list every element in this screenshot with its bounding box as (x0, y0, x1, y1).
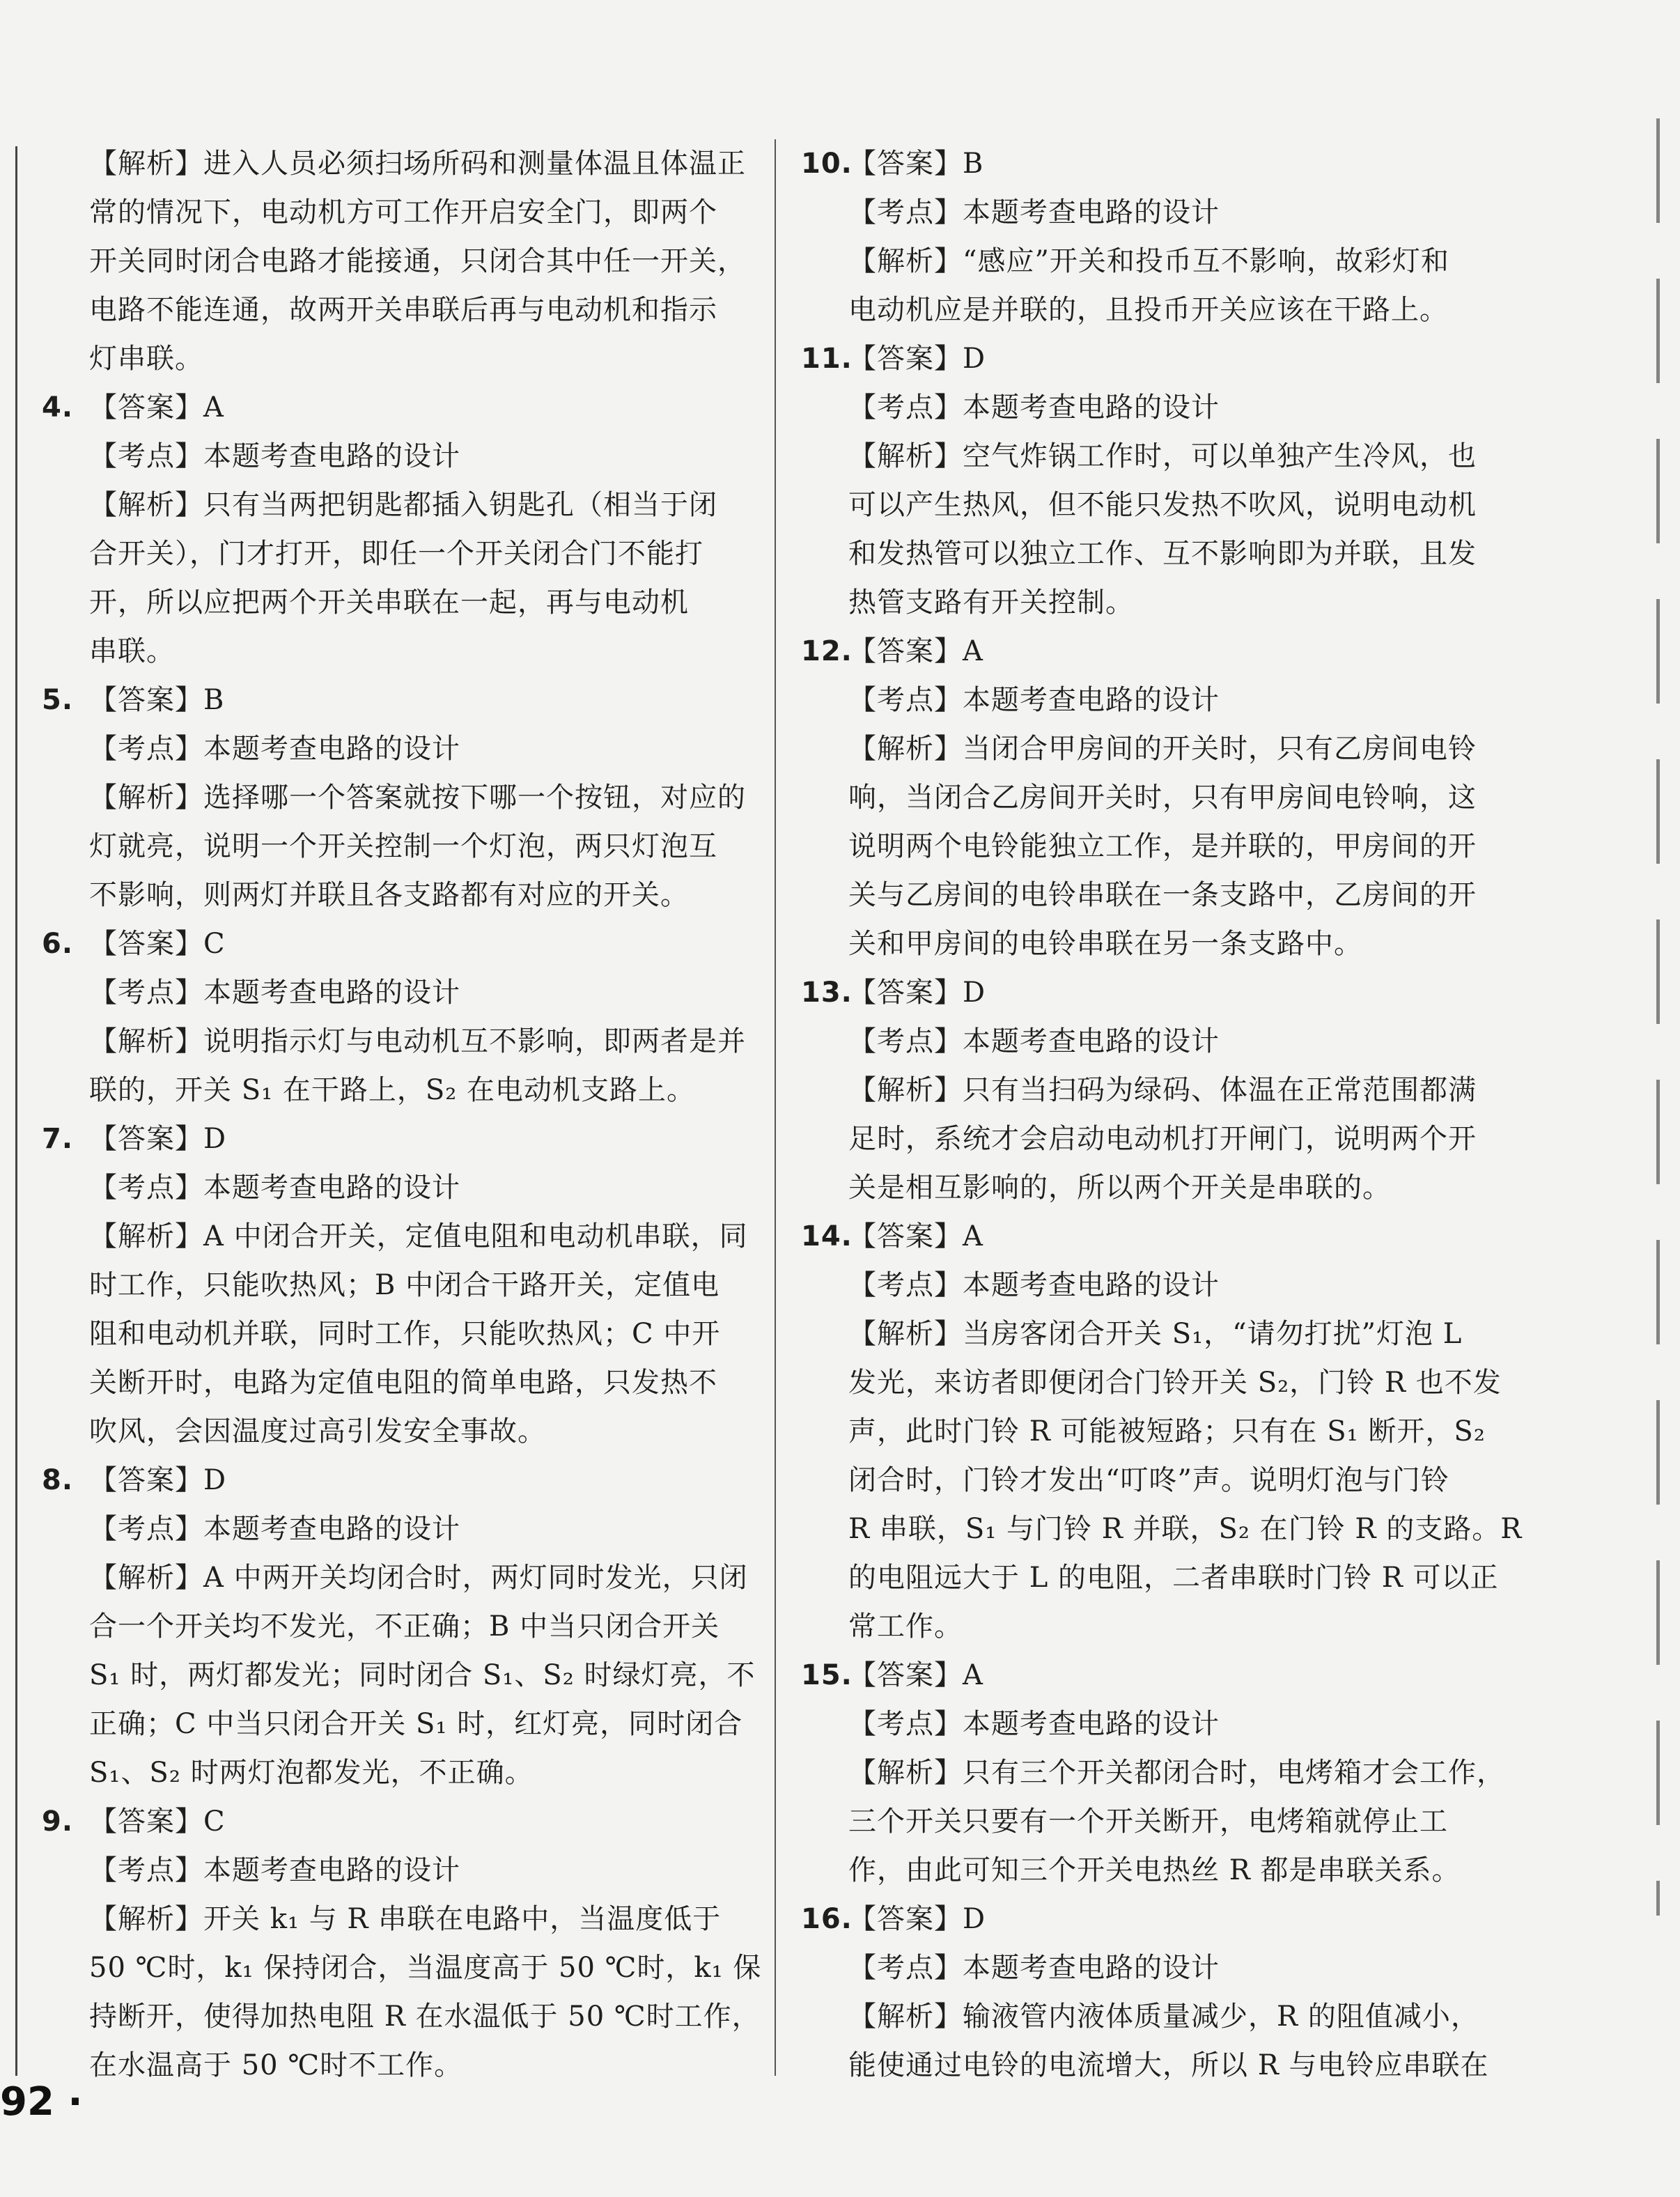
text-line (42, 1066, 752, 1115)
question-answer-line (42, 1456, 752, 1505)
text-line (801, 286, 1511, 334)
text-line (42, 1846, 752, 1895)
text-line (42, 1163, 752, 1212)
line-text: 【考点】本题考查电路的设计 (89, 1513, 460, 1545)
question-answer-line (801, 627, 1511, 676)
text-line (801, 724, 1511, 773)
question-number: 8. (42, 1464, 74, 1496)
line-text: 热管支路有开关控制。 (848, 587, 1134, 619)
text-line (801, 1553, 1511, 1602)
text-line (801, 2041, 1511, 2090)
text-line (801, 1748, 1511, 1797)
question-number: 5. (42, 684, 74, 716)
line-text: 阻和电动机并联，同时工作，只能吹热风；C 中开 (89, 1318, 721, 1350)
text-line (42, 1261, 752, 1310)
text-line (42, 188, 752, 237)
line-text: 关是相互影响的，所以两个开关是串联的。 (848, 1172, 1391, 1204)
line-text: 在水温高于 50 ℃时不工作。 (89, 2049, 463, 2081)
left-column (42, 139, 762, 2090)
question-number: 13. (801, 977, 853, 1009)
question-number: 7. (42, 1123, 74, 1155)
question-number: 14. (801, 1220, 853, 1252)
question-answer-line (42, 1797, 752, 1846)
text-line (42, 529, 752, 578)
text-line (42, 1943, 762, 1992)
text-line (42, 627, 752, 676)
line-text: 【答案】A (848, 635, 983, 667)
line-text: 和发热管可以独立工作、互不影响即为并联，且发 (848, 538, 1477, 570)
question-answer-line (801, 1212, 1511, 1261)
text-line (42, 1748, 752, 1797)
text-line (801, 1846, 1511, 1895)
line-text: 【答案】A (848, 1659, 983, 1691)
question-answer-line (42, 919, 752, 968)
text-line (801, 1017, 1511, 1066)
text-line (801, 676, 1511, 724)
line-text: 发光，来访者即便闭合门铃开关 S₂，门铃 R 也不发 (848, 1367, 1502, 1399)
text-line (801, 188, 1511, 237)
text-line (801, 1700, 1511, 1748)
text-line (42, 1358, 752, 1407)
line-text: 时工作，只能吹热风；B 中闭合干路开关，定值电 (89, 1269, 720, 1301)
line-text: 三个开关只要有一个开关断开，电烤箱就停止工 (848, 1806, 1448, 1838)
question-answer-line (801, 1895, 1511, 1943)
text-line (42, 481, 752, 529)
question-answer-line (42, 383, 752, 432)
line-text: 灯就亮，说明一个开关控制一个灯泡，两只灯泡互 (89, 830, 717, 862)
line-text: 【考点】本题考查电路的设计 (89, 977, 460, 1009)
text-line (801, 529, 1511, 578)
text-line (42, 432, 752, 481)
line-text: 正确；C 中当只闭合开关 S₁ 时，红灯亮，同时闭合 (89, 1708, 743, 1740)
text-line (801, 871, 1511, 919)
text-line (42, 1553, 752, 1602)
text-line (801, 1310, 1511, 1358)
line-text: 【考点】本题考查电路的设计 (89, 440, 460, 472)
line-text: 常工作。 (848, 1610, 963, 1643)
line-text: 足时，系统才会启动电动机打开闸门，说明两个开 (848, 1123, 1477, 1155)
question-number: 6. (42, 928, 74, 960)
line-text: 作，由此可知三个开关电热丝 R 都是串联关系。 (848, 1854, 1461, 1886)
line-text: 50 ℃时，k₁ 保持闭合，当温度高于 50 ℃时，k₁ 保 (89, 1952, 762, 1984)
line-text: 【解析】只有当两把钥匙都插入钥匙孔（相当于闭 (89, 489, 717, 521)
text-line (42, 1700, 752, 1748)
line-text: 响，当闭合乙房间开关时，只有甲房间电铃响，这 (848, 782, 1477, 814)
line-text: 【答案】C (89, 928, 226, 960)
question-answer-line (42, 1115, 752, 1163)
line-text: 【考点】本题考查电路的设计 (848, 391, 1220, 424)
line-text: 【答案】B (848, 148, 984, 180)
line-text: 开，所以应把两个开关串联在一起，再与电动机 (89, 587, 689, 619)
text-line (42, 237, 752, 286)
line-text: 说明两个电铃能独立工作，是并联的，甲房间的开 (848, 830, 1477, 862)
column-divider (775, 139, 776, 2076)
text-line (42, 139, 752, 188)
text-line (801, 432, 1511, 481)
text-line (42, 773, 752, 822)
line-text: 【考点】本题考查电路的设计 (848, 1025, 1220, 1057)
text-line (801, 237, 1511, 286)
line-text: 【解析】开关 k₁ 与 R 串联在电路中，当温度低于 (89, 1903, 722, 1935)
line-text: 【考点】本题考查电路的设计 (848, 1708, 1220, 1740)
line-text: 【解析】选择哪一个答案就按下哪一个按钮，对应的 (89, 782, 746, 814)
line-text: 合一个开关均不发光，不正确；B 中当只闭合开关 (89, 1610, 720, 1643)
line-text: 持断开，使得加热电阻 R 在水温低于 50 ℃时工作， (89, 2001, 761, 2033)
line-text: 【解析】A 中闭合开关，定值电阻和电动机串联，同 (89, 1220, 748, 1252)
line-text: 的电阻远大于 L 的电阻，二者串联时门铃 R 可以正 (848, 1562, 1499, 1594)
text-line (42, 1602, 752, 1651)
text-line (801, 1456, 1511, 1505)
question-answer-line (42, 676, 752, 724)
line-text: 【解析】“感应”开关和投币互不影响，故彩灯和 (848, 245, 1449, 277)
line-text: 【答案】C (89, 1806, 226, 1838)
line-text: 【解析】说明指示灯与电动机互不影响，即两者是并 (89, 1025, 746, 1057)
line-text: 【答案】D (89, 1464, 227, 1496)
question-answer-line (801, 1651, 1511, 1700)
text-line (42, 1310, 752, 1358)
line-text: 声，此时门铃 R 可能被短路；只有在 S₁ 断开，S₂ (848, 1415, 1486, 1447)
text-line (801, 1066, 1511, 1115)
text-line (42, 286, 752, 334)
question-number: 15. (801, 1659, 853, 1691)
line-text: 【解析】当房客闭合开关 S₁，“请勿打扰”灯泡 L (848, 1318, 1463, 1350)
text-line (42, 1651, 756, 1700)
line-text: 【考点】本题考查电路的设计 (848, 1269, 1220, 1301)
line-text: 【考点】本题考查电路的设计 (848, 196, 1220, 228)
line-text: 【解析】进入人员必须扫场所码和测量体温且体温正 (89, 148, 746, 180)
question-number: 12. (801, 635, 853, 667)
text-line (42, 968, 752, 1017)
text-line (801, 1163, 1511, 1212)
line-text: 吹风，会因温度过高引发安全事故。 (89, 1415, 546, 1447)
text-line (42, 1505, 752, 1553)
line-text: 【答案】D (848, 1903, 986, 1935)
text-line (42, 1407, 752, 1456)
text-line (42, 1895, 752, 1943)
text-line (42, 1212, 752, 1261)
line-text: 开关同时闭合电路才能接通，只闭合其中任一开关， (89, 245, 746, 277)
line-text: 【答案】B (89, 684, 225, 716)
text-line (42, 2041, 752, 2090)
text-line (42, 822, 752, 871)
text-line (801, 481, 1511, 529)
line-text: 可以产生热风，但不能只发热不吹风，说明电动机 (848, 489, 1477, 521)
line-text: 灯串联。 (89, 343, 203, 375)
line-text: 【考点】本题考查电路的设计 (848, 684, 1220, 716)
question-number: 9. (42, 1806, 74, 1838)
line-text: 【考点】本题考查电路的设计 (89, 1854, 460, 1886)
page-number: 92 · (0, 2079, 83, 2125)
line-text: 联的，开关 S₁ 在干路上，S₂ 在电动机支路上。 (89, 1074, 696, 1106)
question-answer-line (801, 334, 1511, 383)
text-line (42, 871, 752, 919)
text-line (42, 334, 752, 383)
line-text: 【答案】D (848, 343, 986, 375)
line-text: 【解析】当闭合甲房间的开关时，只有乙房间电铃 (848, 733, 1477, 765)
text-line (42, 1017, 752, 1066)
text-line (801, 1407, 1511, 1456)
text-line (801, 1602, 1511, 1651)
text-line (42, 1992, 761, 2041)
text-line (801, 1358, 1511, 1407)
text-line (801, 1261, 1511, 1310)
text-line (42, 578, 752, 627)
line-text: 【答案】A (89, 391, 224, 424)
line-text: 【答案】D (848, 977, 986, 1009)
text-line (801, 578, 1511, 627)
right-column (801, 139, 1523, 2090)
line-text: 电路不能连通，故两开关串联后再与电动机和指示 (89, 294, 717, 326)
text-line (42, 724, 752, 773)
question-number: 4. (42, 391, 74, 424)
question-number: 10. (801, 148, 853, 180)
line-text: R 串联，S₁ 与门铃 R 并联，S₂ 在门铃 R 的支路。R (848, 1513, 1523, 1545)
line-text: 【答案】D (89, 1123, 227, 1155)
line-text: 关与乙房间的电铃串联在一条支路中，乙房间的开 (848, 879, 1477, 911)
question-number: 11. (801, 343, 853, 375)
line-text: 串联。 (89, 635, 175, 667)
question-answer-line (801, 968, 1511, 1017)
left-margin-rule (15, 146, 17, 2076)
line-text: 【考点】本题考查电路的设计 (89, 733, 460, 765)
line-text: 【解析】A 中两开关均闭合时，两灯同时发光，只闭 (89, 1562, 748, 1594)
text-line (801, 1115, 1511, 1163)
text-line (801, 822, 1511, 871)
line-text: 闭合时，门铃才发出“叮咚”声。说明灯泡与门铃 (848, 1464, 1449, 1496)
text-line (801, 1505, 1523, 1553)
line-text: 【解析】输液管内液体质量减少，R 的阻值减小， (848, 2001, 1479, 2033)
line-text: 电动机应是并联的，且投币开关应该在干路上。 (848, 294, 1448, 326)
line-text: 【答案】A (848, 1220, 983, 1252)
text-line (801, 919, 1511, 968)
line-text: 【解析】空气炸锅工作时，可以单独产生冷风，也 (848, 440, 1477, 472)
line-text: 常的情况下，电动机方可工作开启安全门，即两个 (89, 196, 717, 228)
question-answer-line (801, 139, 1511, 188)
line-text: 能使通过电铃的电流增大，所以 R 与电铃应串联在 (848, 2049, 1489, 2081)
text-line (801, 383, 1511, 432)
text-line (801, 773, 1511, 822)
text-line (801, 1943, 1511, 1992)
line-text: 关断开时，电路为定值电阻的简单电路，只发热不 (89, 1367, 717, 1399)
text-line (801, 1992, 1511, 2041)
line-text: 【解析】只有三个开关都闭合时，电烤箱才会工作， (848, 1757, 1505, 1789)
line-text: 【考点】本题考查电路的设计 (89, 1172, 460, 1204)
line-text: 关和甲房间的电铃串联在另一条支路中。 (848, 928, 1362, 960)
line-text: 【解析】只有当扫码为绿码、体温在正常范围都满 (848, 1074, 1477, 1106)
line-text: 不影响，则两灯并联且各支路都有对应的开关。 (89, 879, 689, 911)
line-text: 合开关），门才打开，即任一个开关闭合门不能打 (89, 538, 703, 570)
line-text: S₁、S₂ 时两灯泡都发光，不正确。 (89, 1757, 534, 1789)
question-number: 16. (801, 1903, 853, 1935)
page-edge-marks (1656, 118, 1660, 1916)
line-text: 【考点】本题考查电路的设计 (848, 1952, 1220, 1984)
line-text: S₁ 时，两灯都发光；同时闭合 S₁、S₂ 时绿灯亮，不 (89, 1659, 756, 1691)
text-line (801, 1797, 1511, 1846)
